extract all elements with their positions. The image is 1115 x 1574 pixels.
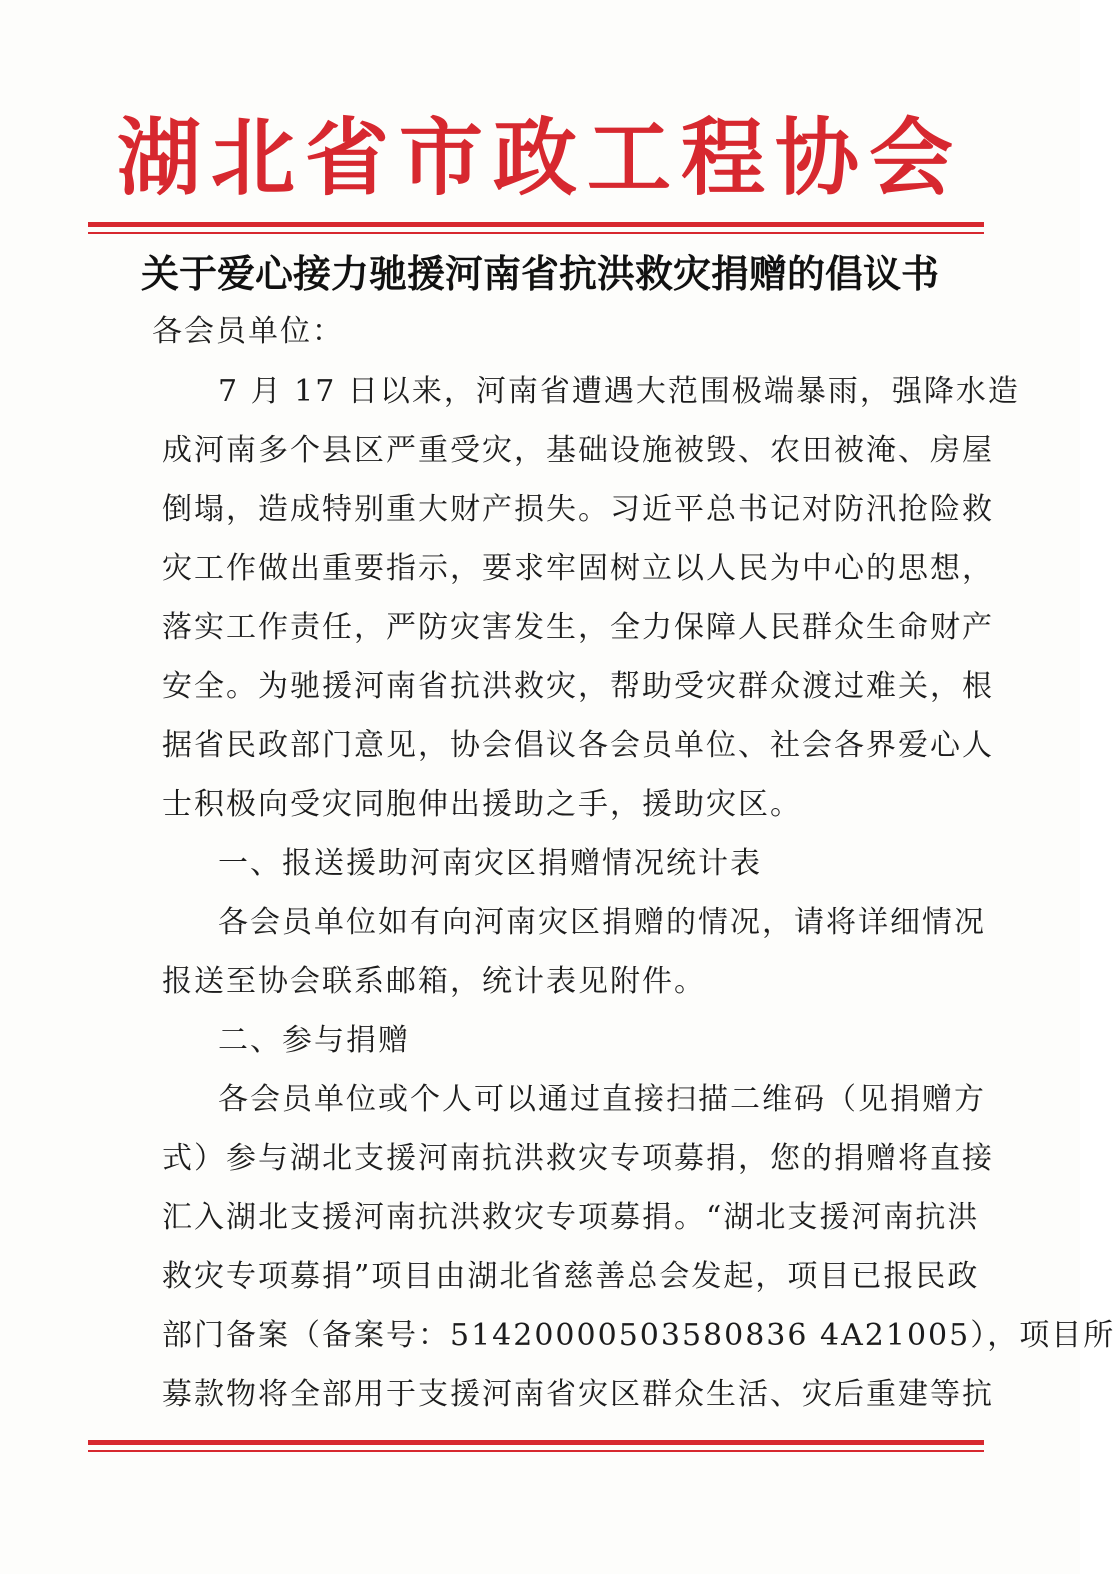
body-line: 灾工作做出重要指示，要求牢固树立以人民为中心的思想， [162,551,994,586]
body-line: 汇入湖北支援河南抗洪救灾专项募捐。“湖北支援河南抗洪 [162,1200,980,1235]
body-line: 成河南多个县区严重受灾，基础设施被毁、农田被淹、房屋 [162,433,994,468]
salutation: 各会员单位： [152,314,344,349]
body-line: 士积极向受灾同胞伸出援助之手，援助灾区。 [162,787,802,822]
red-rule-thin [88,1450,984,1452]
body-line: 安全。为驰援河南省抗洪救灾，帮助受灾群众渡过难关，根 [162,669,994,704]
red-double-rule-top [88,222,984,240]
document-title: 关于爱心接力驰援河南省抗洪救灾捐赠的倡议书 [140,252,939,296]
body-line: 式）参与湖北支援河南抗洪救灾专项募捐，您的捐赠将直接 [162,1141,994,1176]
body-line: 据省民政部门意见，协会倡议各会员单位、社会各界爱心人 [162,728,994,763]
red-double-rule-bottom [88,1440,984,1458]
body-line: 7 月 17 日以来，河南省遭遇大范围极端暴雨，强降水造 [218,374,1020,409]
section-heading-donate: 二、参与捐赠 [218,1023,410,1058]
body-line: 各会员单位如有向河南灾区捐赠的情况，请将详细情况 [218,905,986,940]
red-rule-thin [88,232,984,234]
body-line: 报送至协会联系邮箱，统计表见附件。 [162,964,706,999]
body-line: 部门备案（备案号：51420000503580836 4A21005），项目所 [162,1318,1115,1353]
red-rule-thick [88,1440,984,1445]
body-text [162,362,1115,1424]
body-line: 倒塌，造成特别重大财产损失。习近平总书记对防汛抢险救 [162,492,994,527]
body-line: 各会员单位或个人可以通过直接扫描二维码（见捐赠方 [218,1082,986,1117]
body-line: 募款物将全部用于支援河南省灾区群众生活、灾后重建等抗 [162,1377,994,1412]
red-rule-thick [88,222,984,227]
body-line: 救灾专项募捐”项目由湖北省慈善总会发起，项目已报民政 [162,1259,980,1294]
org-masthead: 湖北省市政工程协会 [116,109,963,207]
section-heading-report: 一、报送援助河南灾区捐赠情况统计表 [218,846,762,881]
body-line: 落实工作责任，严防灾害发生，全力保障人民群众生命财产 [162,610,994,645]
